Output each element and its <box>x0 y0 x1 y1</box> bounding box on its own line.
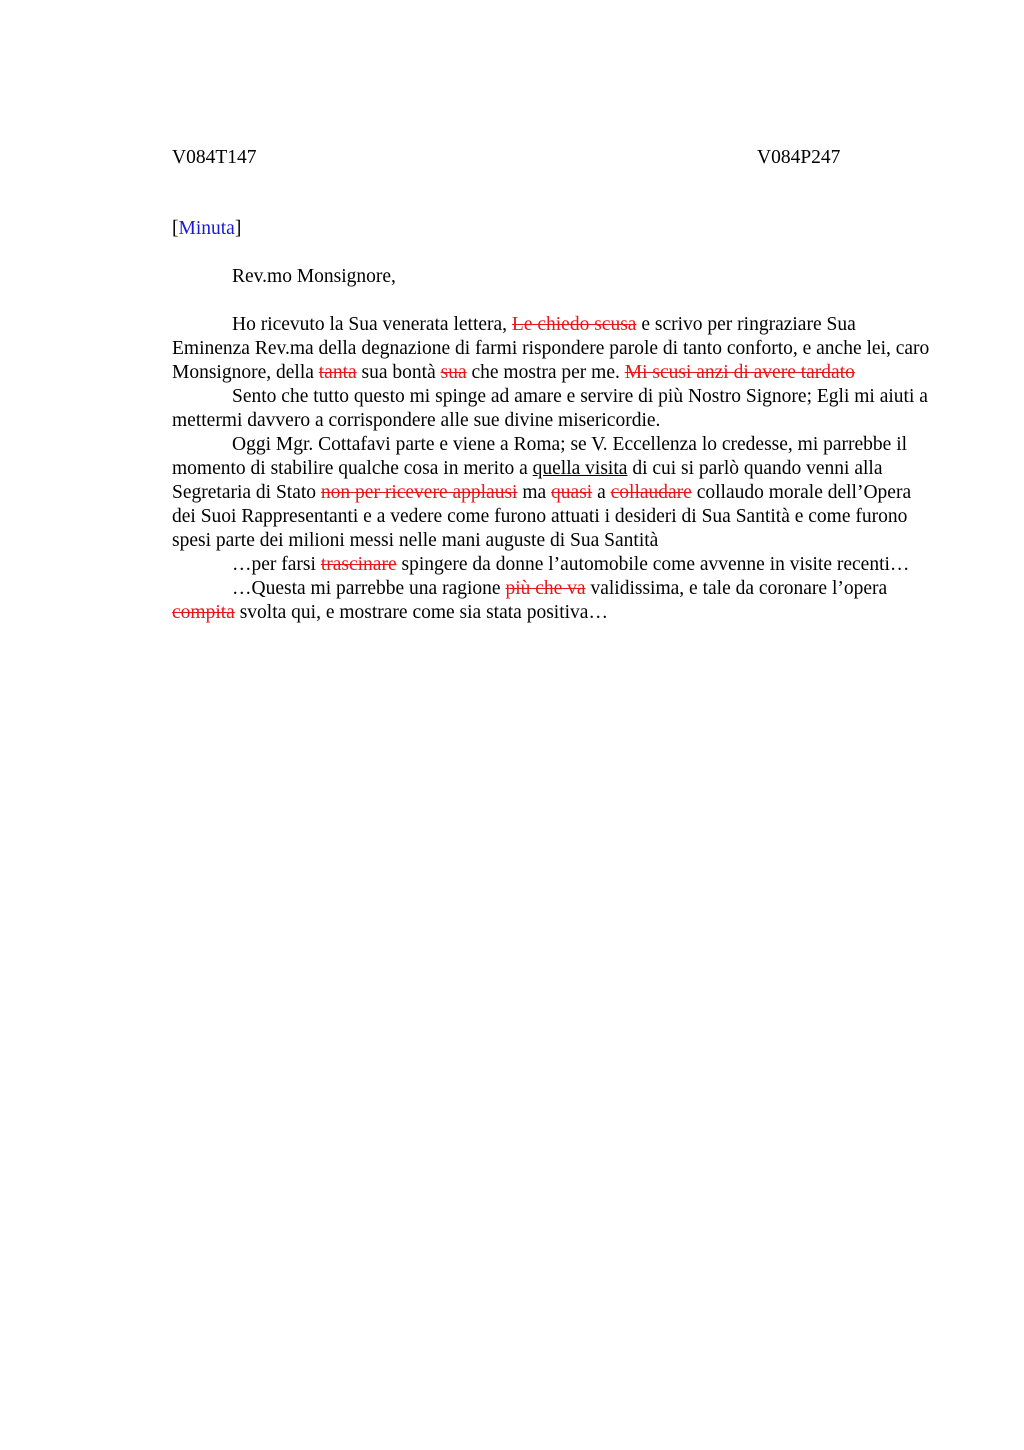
paragraph <box>172 433 932 553</box>
text-segment: Sento che tutto questo mi spinge ad amare e servire di più Nostro Signore; Egli mi aiuti a mettermi davvero a corrispondere alle sue divine misericordie. <box>172 386 928 431</box>
text-segment: spingere da donne l’automobile come avvenne in visite recenti… <box>396 554 910 575</box>
label-text: Minuta <box>178 218 235 239</box>
text-segment: …per farsi <box>232 554 321 575</box>
text-segment: Oggi Mgr. Cottafavi parte e viene a Roma; se V. Eccellenza lo credesse, mi parrebbe il momento di stabilire qualche cosa in merito a <box>172 434 908 479</box>
text-segment: ma <box>517 482 552 503</box>
text-segment: sua bontà <box>356 362 441 383</box>
deleted-text: tanta <box>318 362 357 383</box>
paragraph <box>172 313 932 385</box>
text-segment: validissima, e tale da coronare l’opera <box>585 578 888 599</box>
deleted-text: trascinare <box>320 554 397 575</box>
underlined-text: quella visita <box>532 458 628 479</box>
text-segment: di cui si parlò quando venni alla Segretaria di Stato <box>172 458 883 503</box>
deleted-text: più che va <box>505 578 586 599</box>
label-bracket-close: ] <box>234 218 242 239</box>
document-code-left: V084T147 <box>172 147 257 168</box>
paragraph <box>172 553 932 577</box>
text-segment: …Questa mi parrebbe una ragione <box>232 578 506 599</box>
text-segment: collaudo morale dell’Opera dei Suoi Rappresentanti e a vedere come furono attuati i desideri di Sua Santità e come furono spesi parte dei milioni messi nelle mani auguste di Sua Santità <box>172 482 912 551</box>
letter-body <box>172 265 932 625</box>
letter-paragraphs <box>172 313 932 625</box>
text-segment: svolta qui, e mostrare come sia stata positiva… <box>234 602 608 623</box>
deleted-text: quasi <box>551 482 593 503</box>
label-bracket-open: [ <box>172 218 179 239</box>
text-segment: a <box>592 482 611 503</box>
document-code-right: V084P247 <box>757 147 841 168</box>
deleted-text: Mi scusi anzi di avere tardato <box>624 362 855 383</box>
deleted-text: Le chiedo scusa <box>511 314 637 335</box>
deleted-text: sua <box>440 362 467 383</box>
text-segment: Ho ricevuto la Sua venerata lettera, <box>232 314 512 335</box>
deleted-text: collaudare <box>610 482 692 503</box>
deleted-text: compita <box>172 602 235 623</box>
salutation: Rev.mo Monsignore, <box>232 266 396 287</box>
paragraph <box>172 385 932 433</box>
document-type-label <box>172 217 241 241</box>
deleted-text: non per ricevere applausi <box>320 482 518 503</box>
paragraph <box>172 577 932 625</box>
text-segment: che mostra per me. <box>466 362 625 383</box>
text-segment: e scrivo per ringraziare Sua Eminenza Rev.ma della degnazione di farmi rispondere parole di tanto conforto, e anche lei, caro Monsignore, della <box>172 314 930 383</box>
